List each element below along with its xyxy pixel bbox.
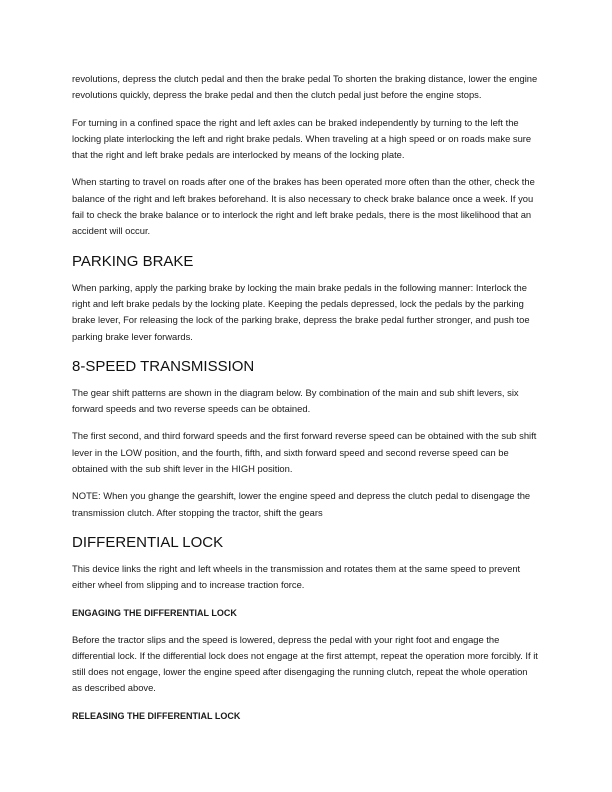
subheading-releasing: RELEASING THE DIFFERENTIAL LOCK: [72, 710, 241, 721]
paragraph-brake-balance: When starting to travel on roads after one of the brakes has been operated more often than the other, check the balance of the right and left brakes beforehand. It is also necessary to check brake balance once a week. If you fail to check the brake balance or to interlock the right and left brake pedals, there is the most likelihood that an accident will occur.: [72, 176, 535, 237]
heading-parking-brake: PARKING BRAKE: [72, 252, 194, 270]
heading-differential-lock: DIFFERENTIAL LOCK: [72, 533, 224, 551]
paragraph-differential-lock: This device links the right and left wheels in the transmission and rotates them at the same speed to prevent either wheel from slipping and to increase traction force.: [72, 562, 521, 591]
paragraph-engaging: Before the tractor slips and the speed is lowered, depress the pedal with your right foot and engage the differential lock. If the differential lock does not engage at the first attempt, repeat the operation more forcibly. If it still does not engage, lower the engine speed after disengaging the running clutch, repeat the whole operation as described above.: [72, 633, 538, 694]
heading-transmission: 8-SPEED TRANSMISSION: [72, 357, 255, 375]
paragraph-gear-patterns: The gear shift patterns are shown in the diagram below. By combination of the main and sub shift levers, six forward speeds and two reverse speeds can be obtained.: [72, 386, 519, 415]
paragraph-gear-speeds: The first second, and third forward speeds and the first forward reverse speed can be obtained with the sub shift lever in the LOW position, and the fourth, fifth, and sixth forward speed and second reverse speed can be obtained with the sub shift lever in the HIGH position.: [72, 430, 537, 475]
subheading-engaging: ENGAGING THE DIFFERENTIAL LOCK: [72, 607, 237, 618]
paragraph-parking-brake: When parking, apply the parking brake by locking the main brake pedals in the following manner: Interlock the right and left brake pedals by the locking plate. Keeping the pedals depressed, lock the pedals by the parking brake lever, For releasing the lock of the parking brake, depress the brake pedal further stronger, and push toe parking brake lever forwards.: [72, 281, 530, 342]
paragraph-turning: For turning in a confined space the right and left axles can be braked independently by turning to the left the locking plate interlocking the left and right brake pedals. When traveling at a high speed or on roads make sure that the right and left brake pedals are interlocked by means of the locking plate.: [72, 116, 532, 161]
paragraph-braking-intro: revolutions, depress the clutch pedal and then the brake pedal To shorten the braking distance, lower the engine revolutions quickly, depress the brake pedal and then the clutch pedal just before the engine stops.: [72, 73, 538, 101]
paragraph-transmission-note: NOTE: When you ghange the gearshift, lower the engine speed and depress the clutch pedal to disengage the transmission clutch. After stopping the tractor, shift the gears: [72, 490, 531, 518]
